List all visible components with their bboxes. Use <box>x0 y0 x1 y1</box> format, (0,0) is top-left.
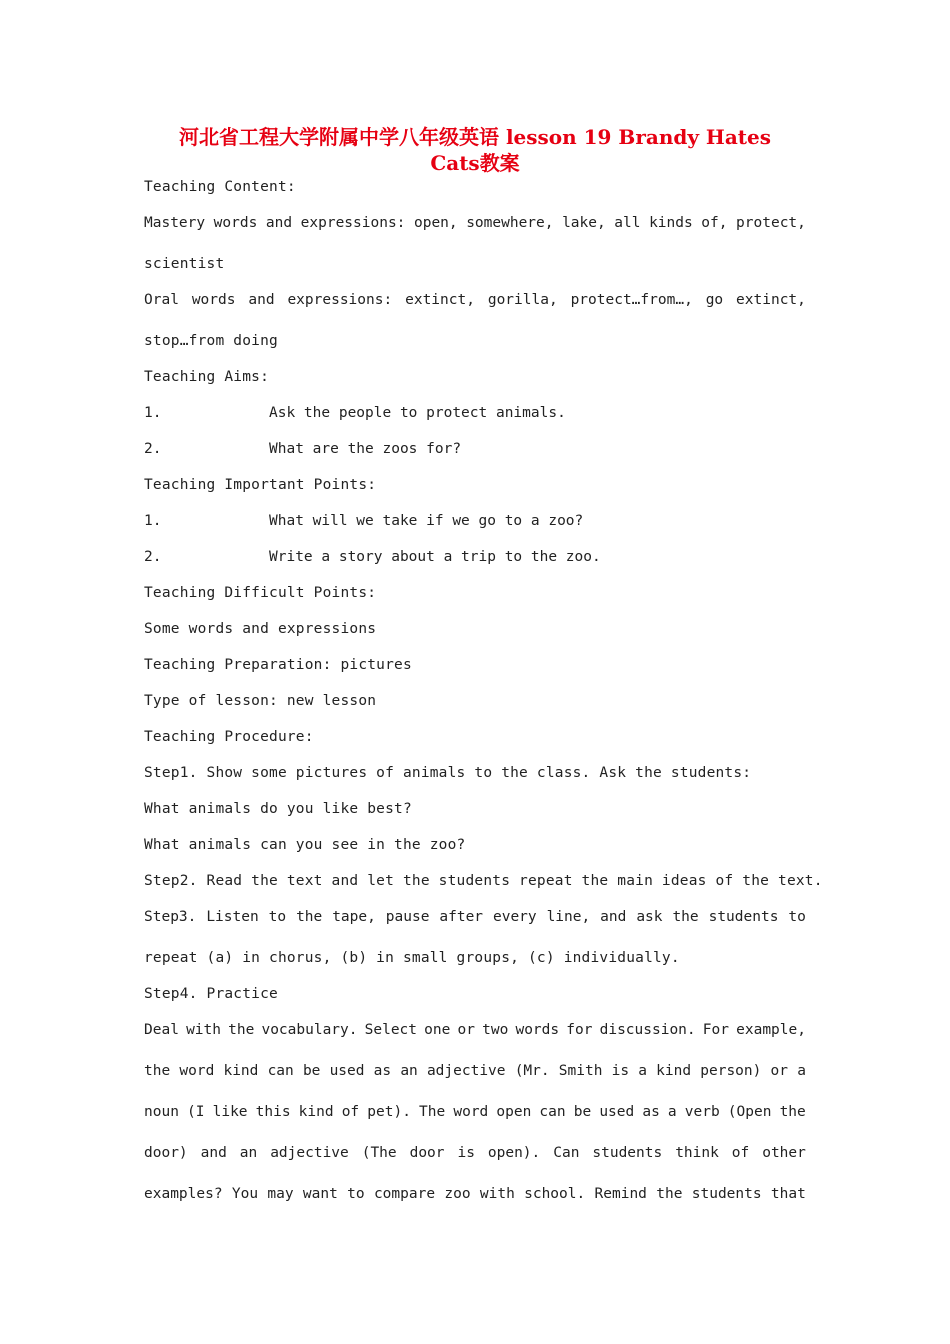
teaching-procedure-heading: Teaching Procedure: <box>144 729 314 745</box>
word: to <box>268 909 287 925</box>
word: line, <box>546 909 591 925</box>
word: be <box>302 1063 321 1079</box>
word: this <box>255 1104 291 1120</box>
word: For <box>702 1022 729 1038</box>
word: want <box>302 1186 338 1202</box>
word: words <box>515 1022 560 1038</box>
word: kind <box>656 1063 692 1079</box>
word: used <box>329 1063 365 1079</box>
step-4: Step4. Practice <box>144 986 278 1002</box>
practice-line-4 <box>144 1143 806 1163</box>
practice-line-5 <box>144 1184 806 1204</box>
word: other <box>762 1145 806 1161</box>
word: Oral <box>144 292 179 308</box>
word: examples? <box>144 1186 223 1202</box>
word: zoo <box>444 1186 471 1202</box>
word: (Open <box>727 1104 772 1120</box>
word: words <box>213 215 258 231</box>
difficult-points-text: Some words and expressions <box>144 621 377 637</box>
word: adjective <box>270 1145 349 1161</box>
important-points-heading: Teaching Important Points: <box>144 477 377 493</box>
step-3-line-2: repeat (a) in chorus, (b) in small groups, (c) individually. <box>144 950 680 966</box>
document-title <box>144 124 806 176</box>
word: verb <box>684 1104 720 1120</box>
question-1: What animals do you like best? <box>144 801 412 817</box>
word: Smith <box>558 1063 603 1079</box>
word: word <box>179 1063 215 1079</box>
word: and <box>248 292 275 308</box>
aim-2-number: 2. <box>144 441 162 457</box>
word: students <box>592 1145 663 1161</box>
word: kinds <box>649 215 693 231</box>
word: somewhere, <box>466 215 554 231</box>
word: to <box>347 1186 365 1202</box>
important-1-text: What will we take if we go to a zoo? <box>269 513 584 529</box>
word: an <box>400 1063 418 1079</box>
word: be <box>573 1104 592 1120</box>
word: (Mr. <box>514 1063 550 1079</box>
mastery-line-2: scientist <box>144 256 225 272</box>
word: noun <box>144 1104 179 1120</box>
word: a <box>667 1104 677 1120</box>
title-line-1: 河北省工程大学附属中学八年级英语 lesson 19 Brandy Hates <box>178 125 772 149</box>
word: of, <box>701 215 728 231</box>
word: for <box>566 1022 593 1038</box>
word: open, <box>413 215 458 231</box>
word: vocabulary. <box>261 1022 358 1038</box>
word: expressions: <box>287 292 393 308</box>
word: kind <box>223 1063 259 1079</box>
word: expressions: <box>300 215 406 231</box>
word: the <box>672 909 699 925</box>
word: words <box>191 292 236 308</box>
practice-line-1 <box>144 1020 806 1040</box>
word: adjective <box>426 1063 506 1079</box>
word: that <box>770 1186 806 1202</box>
word: one <box>424 1022 451 1038</box>
step-2: Step2. Read the text and let the students repeat the main ideas of the text. <box>144 873 823 889</box>
word: think <box>675 1145 719 1161</box>
word: as <box>373 1063 392 1079</box>
word: ask <box>636 909 663 925</box>
word: The <box>419 1104 446 1120</box>
word: with <box>186 1022 221 1038</box>
difficult-points-heading: Teaching Difficult Points: <box>144 585 377 601</box>
aim-1-number: 1. <box>144 405 162 421</box>
word: word <box>453 1104 489 1120</box>
word: extinct, <box>405 292 475 308</box>
step-1: Step1. Show some pictures of animals to the class. Ask the students: <box>144 765 752 781</box>
word: Select <box>364 1022 418 1038</box>
word: students <box>691 1186 762 1202</box>
word: of <box>341 1104 360 1120</box>
word: door <box>409 1145 445 1161</box>
word: can <box>539 1104 566 1120</box>
word: Mastery <box>144 215 206 231</box>
word: can <box>267 1063 294 1079</box>
word: discussion. <box>599 1022 696 1038</box>
title-line-2: Cats教案 <box>430 151 520 175</box>
word: as <box>642 1104 660 1120</box>
word: door) <box>144 1145 188 1161</box>
word: and <box>265 215 293 231</box>
lesson-type: Type of lesson: new lesson <box>144 693 377 709</box>
word: protect…from…, <box>570 292 693 308</box>
word: and <box>200 1145 227 1161</box>
word: protect, <box>736 215 806 231</box>
question-2: What animals can you see in the zoo? <box>144 837 466 853</box>
word: (The <box>361 1145 397 1161</box>
word: pause <box>385 909 430 925</box>
word: person) <box>700 1063 762 1079</box>
word: Step3. <box>144 909 197 925</box>
word: after <box>439 909 484 925</box>
word: the <box>656 1186 683 1202</box>
word: a <box>797 1063 806 1079</box>
word: kind <box>298 1104 334 1120</box>
step-3-line-1 <box>144 907 806 927</box>
word: may <box>267 1186 294 1202</box>
teaching-aims-heading: Teaching Aims: <box>144 369 270 385</box>
word: to <box>788 909 806 925</box>
word: lake, <box>562 215 606 231</box>
word: the <box>228 1022 255 1038</box>
word: with <box>479 1186 515 1202</box>
oral-line-2: stop…from doing <box>144 333 278 349</box>
word: example, <box>736 1022 806 1038</box>
word: or <box>770 1063 789 1079</box>
word: the <box>779 1104 806 1120</box>
word: used <box>599 1104 635 1120</box>
word: (I <box>187 1104 205 1120</box>
word: go <box>705 292 724 308</box>
word: school. <box>524 1186 586 1202</box>
word: all <box>614 215 641 231</box>
word: extinct, <box>736 292 806 308</box>
word: the <box>296 909 323 925</box>
word: open <box>496 1104 532 1120</box>
word: of <box>731 1145 750 1161</box>
word: is <box>611 1063 630 1079</box>
word: pet). <box>367 1104 411 1120</box>
word: gorilla, <box>487 292 558 308</box>
word: like <box>212 1104 248 1120</box>
mastery-line-1 <box>144 213 806 233</box>
word: Deal <box>144 1022 179 1038</box>
word: two <box>482 1022 509 1038</box>
word: tape, <box>332 909 376 925</box>
word: open). <box>487 1145 541 1161</box>
practice-line-3 <box>144 1102 806 1122</box>
word: compare <box>373 1186 436 1202</box>
important-2-text: Write a story about a trip to the zoo. <box>269 549 601 565</box>
teaching-preparation: Teaching Preparation: pictures <box>144 657 412 673</box>
aim-2-text: What are the zoos for? <box>269 441 462 457</box>
word: students <box>708 909 779 925</box>
word: every <box>492 909 537 925</box>
important-2-number: 2. <box>144 549 162 565</box>
word: a <box>638 1063 647 1079</box>
teaching-content-heading: Teaching Content: <box>144 179 296 195</box>
aim-1-text: Ask the people to protect animals. <box>269 405 566 421</box>
important-1-number: 1. <box>144 513 162 529</box>
word: an <box>239 1145 258 1161</box>
word: Can <box>553 1145 580 1161</box>
word: or <box>457 1022 475 1038</box>
word: and <box>600 909 627 925</box>
practice-line-2 <box>144 1061 806 1081</box>
oral-line-1 <box>144 290 806 310</box>
word: is <box>457 1145 475 1161</box>
word: the <box>144 1063 171 1079</box>
word: You <box>231 1186 259 1202</box>
word: Remind <box>594 1186 647 1202</box>
word: Listen <box>206 909 259 925</box>
